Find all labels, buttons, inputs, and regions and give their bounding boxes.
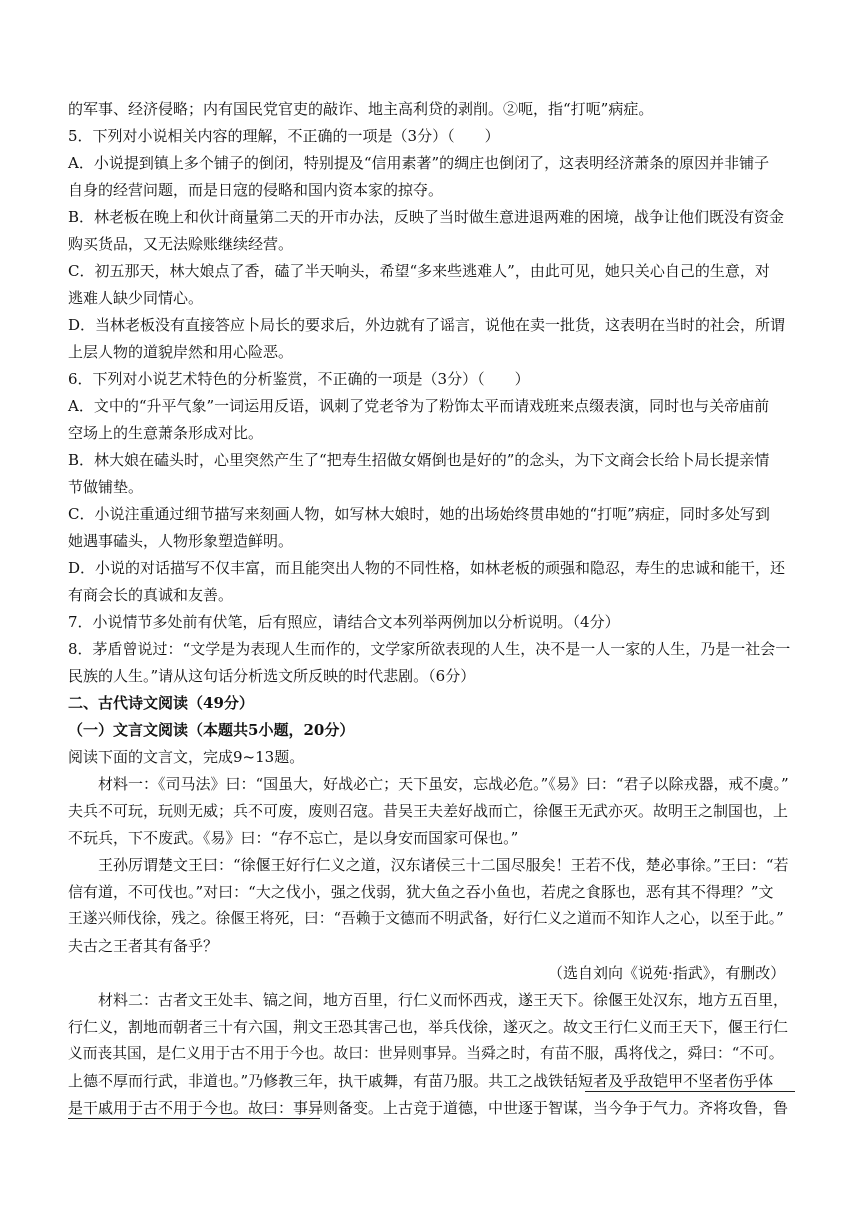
passage-line: 王遂兴师伐徐，残之。徐偃王将死，曰：“吾赖于文德而不明武备，好行仁义之道而不知诈人之心，以至于此。” [68,910,784,927]
passage-line: 夫兵不可玩，玩则无威；兵不可废，废则召寇。昔吴王夫差好战而亡，徐偃王无武亦灭。故明王之制国也，上 [68,802,789,820]
question-7: 7．小说情节多处前有伏笔，后有照应，请结合文本列举两例加以分析说明。（4分） [68,613,620,631]
text-line: 有商会长的真诚和友善。 [68,586,234,604]
source-citation: （选自刘向《说苑·指武》，有删改） [548,964,786,982]
option-5b: B．林老板在晚上和伙计商量第二天的开市办法，反映了当时做生意进退两难的困境，战争让他们既没有资金 [68,208,785,226]
option-5c: C．初五那天，林大娘点了香，磕了半天响头，希望“多来些逃难人”，由此可见，她只关心自己的生意，对 [68,262,770,280]
passage-line: 王孙厉谓楚文王曰：“徐偃王好行仁义之道，汉东诸侯三十二国尽服矣！王若不伐，楚必事徐。”王曰：“若 [98,856,789,874]
question-5: 5．下列对小说相关内容的理解，不正确的一项是（3分）（ ） [68,127,500,145]
text-line: 空场上的生意萧条形成对比。 [68,424,264,442]
option-6c: C．小说注重通过细节描写来刻画人物，如写林大娘时，她的出场始终贯串她的“打呃”病症，同时多处写到 [68,505,770,523]
subsection-heading: （一）文言文阅读（本题共5小题，20分） [68,721,355,739]
text-line: 上层人物的道貌岸然和用心险恶。 [68,343,294,361]
passage-line: 是干戚用于古不用于今也。故曰：事异则备变。上古竞于道德，中世逐于智谋，当今争于气力。齐将攻鲁，鲁 [68,1099,789,1117]
text-line: 逃难人缺少同情心。 [68,289,204,307]
section-heading: 二、古代诗文阅读（49分） [68,694,254,712]
underline-mark [585,1091,795,1092]
passage-line: 夫古之王者其有备乎？ [68,937,219,955]
passage-line: 材料二：古者文王处丰、镐之间，地方百里，行仁义而怀西戎，遂王天下。徐偃王处汉东，地方五百里， [98,991,789,1009]
instruction-text: 阅读下面的文言文，完成9~13题。 [68,748,305,766]
underline-mark [68,1118,320,1119]
text-line: 自身的经营问题，而是日寇的侵略和国内资本家的掠夺。 [68,181,444,199]
passage-line: 信有道，不可伐也。”对曰：“大之伐小，强之伐弱，犹大鱼之吞小鱼也，若虎之食豚也，恶有其不得理？”文 [68,883,774,901]
question-6: 6．下列对小说艺术特色的分析鉴赏，不正确的一项是（3分）（ ） [68,370,530,388]
text-line: 的军事、经济侵略；内有国民党官吏的敲诈、地主高利贷的剥削。②呃，指“打呃”病症。 [68,100,654,118]
question-8: 8．茅盾曾说过：“文学是为表现人生而作的，文学家所欲表现的人生，决不是一人一家的人生，乃是一社会一 [68,640,791,658]
option-5a: A．小说提到镇上多个铺子的倒闭，特别提及“信用素著”的绸庄也倒闭了，这表明经济萧条的原因并非铺子 [68,154,770,172]
passage-line: 材料一：《司马法》曰：“国虽大，好战必亡；天下虽安，忘战必危。”《易》曰：“君子以除戎器，戒不虞。” [98,775,789,793]
text-line: 节做铺垫。 [68,478,144,496]
passage-line: 行仁义，割地而朝者三十有六国，荆文王恐其害己也，举兵伐徐，遂灭之。故文王行仁义而王天下，偃王行仁 [68,1018,789,1036]
passage-line: 不玩兵，下不废武。《易》曰：“存不忘亡，是以身安而国家可保也。” [68,829,519,847]
text-line: 民族的人生。”请从这句话分析选文所反映的时代悲剧。（6分） [68,667,476,685]
option-6d: D．小说的对话描写不仅丰富，而且能突出人物的不同性格，如林老板的顽强和隐忍，寿生的忠诚和能干，还 [68,559,786,577]
text-line: 购买货品，又无法赊账继续经营。 [68,235,294,253]
option-5d: D．当林老板没有直接答应卜局长的要求后，外边就有了谣言，说他在卖一批货，这表明在当时的社会，所谓 [68,316,786,334]
option-6b: B．林大娘在磕头时，心里突然产生了“把寿生招做女婿倒也是好的”的念头，为下文商会长给卜局长提亲情 [68,451,770,469]
option-6a: A．文中的“升平气象”一词运用反语，讽刺了党老爷为了粉饰太平而请戏班来点缀表演，同时也与关帝庙前 [68,397,770,415]
text-line: 她遇事磕头，人物形象塑造鲜明。 [68,532,294,550]
passage-line-underlined: 上德不厚而行武，非道也。”乃修教三年，执干戚舞，有苗乃服。共工之战铁铦短者及乎敌铠甲不坚者伤乎体 [68,1072,774,1090]
passage-line: 义而丧其国，是仁义用于古不用于今也。故曰：世异则事异。当舜之时，有苗不服，禹将伐之，舜曰：“不可。 [68,1045,784,1062]
